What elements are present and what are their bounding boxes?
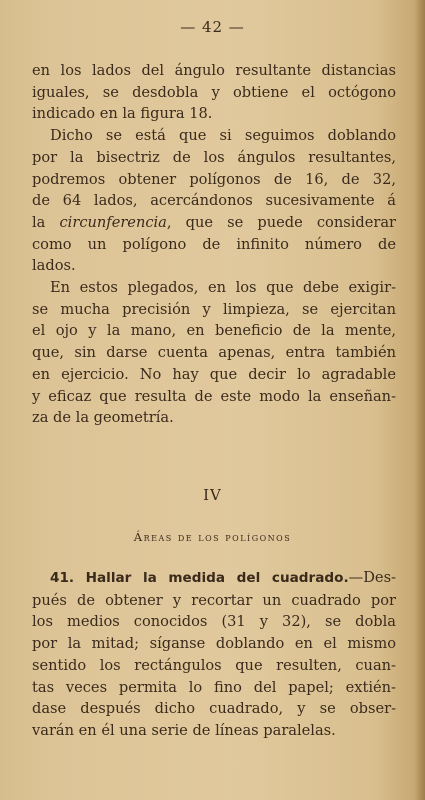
item-line: Des- — [363, 569, 396, 586]
item-line: por la mitad; síganse doblando en el mismo — [32, 635, 396, 653]
item-line: los medios conocidos (31 y 32), se dobla — [32, 613, 396, 631]
paragraph-line: iguales, se desdobla y obtiene el octógono — [32, 83, 396, 101]
item-line: tas veces permita lo fino del papel; extién- — [32, 678, 396, 696]
item-dash: — — [348, 569, 364, 586]
section-title: Áreas de los polígonos — [133, 530, 292, 544]
paragraph-line: se mucha precisión y limpieza, se ejercitan — [32, 300, 396, 318]
paragraph-2 — [32, 125, 396, 277]
item-line: dase después dicho cuadrado, y se obser- — [32, 700, 396, 718]
paragraph-line: como un polígono de infinito número de — [32, 235, 396, 253]
page-number: — 42 — — [180, 18, 245, 36]
item-line: sentido los rectángulos que resulten, cuan- — [32, 656, 396, 674]
paragraph-line: que, sin darse cuenta apenas, entra también — [32, 344, 396, 362]
paragraph-line: por la bisectriz de los ángulos resultantes, — [32, 148, 396, 166]
paragraph-line: podremos obtener polígonos de 16, de 32, — [32, 170, 396, 188]
item-heading: Hallar la medida del cuadrado. — [85, 570, 349, 586]
item-number: 41. — [50, 570, 75, 586]
paragraph-line-with-emphasis: la circunferencia, que se puede considerar — [32, 213, 397, 231]
paragraph-line: Dicho se está que si seguimos doblando — [50, 127, 396, 145]
body-text — [32, 60, 396, 429]
item-line: varán en él una serie de líneas paralelas. — [32, 721, 336, 739]
paragraph-line: lados. — [32, 257, 76, 275]
paragraph-line: en los lados del ángulo resultante distancias — [32, 62, 396, 79]
paragraph-line: de 64 lados, acercándonos sucesivamente á — [32, 192, 396, 210]
numbered-item — [32, 567, 396, 742]
paragraph-line: y eficaz que resulta de este modo la enseñan- — [32, 387, 396, 405]
paragraph-line: el ojo y la mano, en beneficio de la mente, — [32, 322, 396, 340]
item-paragraph — [32, 567, 396, 742]
item-heading-line — [32, 567, 396, 590]
section-number: IV — [203, 486, 222, 504]
emphasized-word: circunferencia — [59, 213, 167, 231]
paragraph-3 — [32, 277, 396, 429]
paragraph-line: En estos plegados, en los que debe exigir- — [50, 279, 396, 297]
paragraph-line: indicado en la figura 18. — [32, 105, 213, 123]
paragraph-line: za de la geometría. — [32, 409, 174, 427]
paragraph-1 — [32, 60, 396, 125]
paragraph-line: en ejercicio. No hay que decir lo agradable — [32, 365, 396, 383]
item-line: pués de obtener y recortar un cuadrado por — [32, 591, 396, 609]
